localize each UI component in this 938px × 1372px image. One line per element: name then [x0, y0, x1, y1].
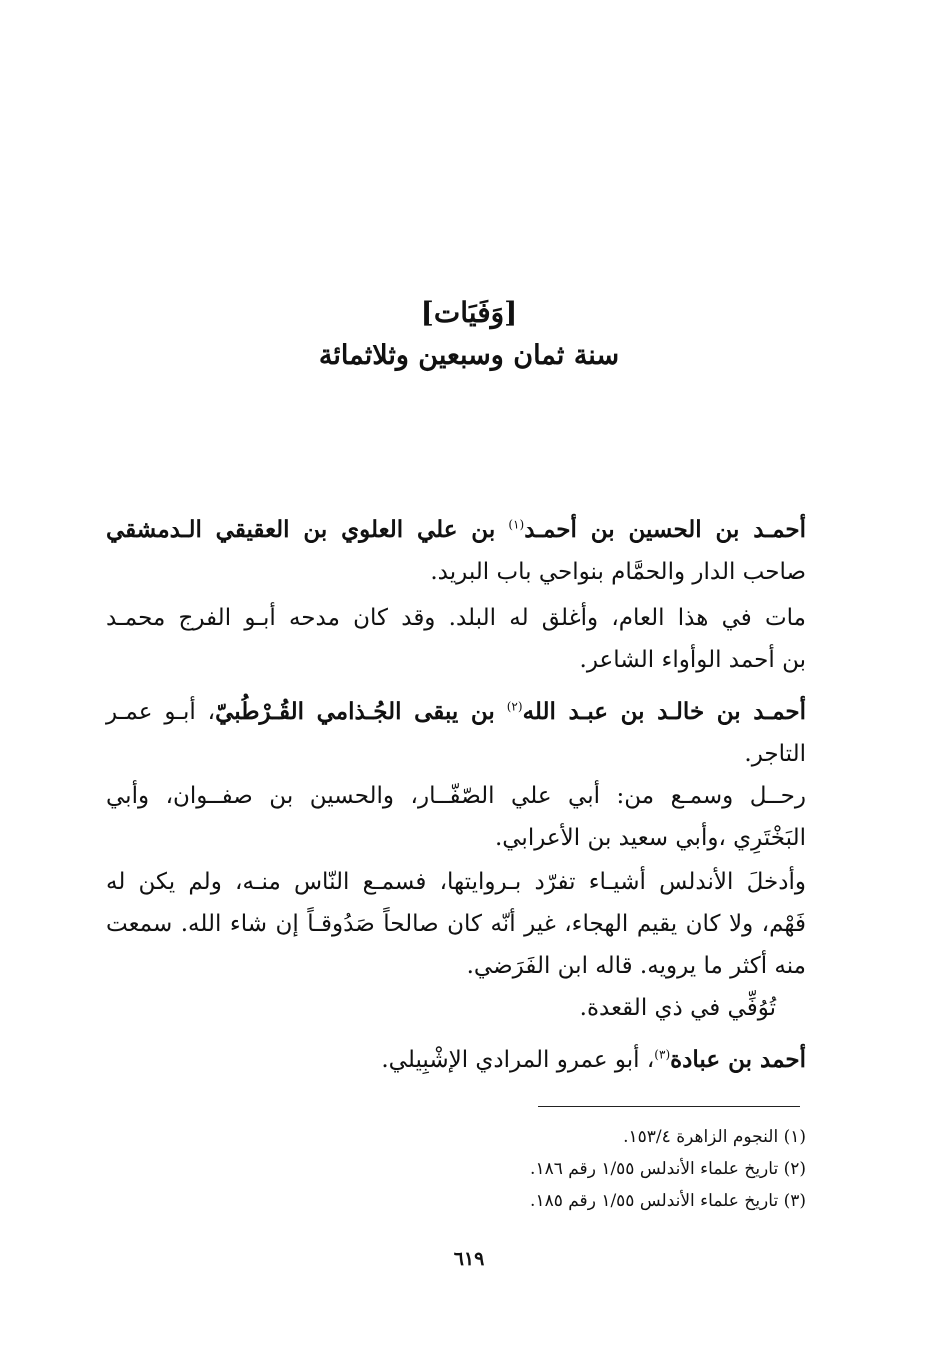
footnote-divider [538, 1106, 800, 1107]
footnote-2: (٢) تاريخ علماء الأندلس ١/٥٥ رقم ١٨٦. [530, 1159, 806, 1179]
entry-2-line-4: البَخْتَرِي ،وأبي سعيد بن الأعرابي. [494, 825, 806, 851]
footnote-ref-1: (١) [508, 517, 525, 532]
section-title: [وَفَيَات] [420, 296, 518, 329]
entry-2-text-1: ، أبـو عمـر [106, 699, 216, 725]
footnote-1: (١) النجوم الزاهرة ١٥٣/٤. [623, 1127, 806, 1147]
entry-2-name: أحمـد بن خالـد بن عبـد الله [522, 698, 807, 725]
entry-1-line-2: صاحب الدار والحمَّام بنواحي باب البريد. [430, 559, 806, 585]
entry-1-name: أحمـد بن الحسين بن أحمـد [524, 516, 806, 543]
page-number: ٦١٩ [453, 1248, 485, 1270]
footnote-ref-2: (٢) [506, 699, 523, 714]
entry-3-line-1 [106, 1040, 806, 1080]
entry-1-line-4: بن أحمد الوأواء الشاعر. [579, 647, 806, 673]
entry-1-line-1 [106, 510, 806, 550]
entry-2-line-8: تُوُفِّي في ذي القعدة. [579, 995, 776, 1021]
footnote-ref-3: (٣) [654, 1047, 671, 1062]
footnote-3: (٣) تاريخ علماء الأندلس ١/٥٥ رقم ١٨٥. [530, 1191, 806, 1211]
entry-2-line-5: وأدخلَ الأندلس أشيـاء تفرّد بـروايتها، فسمـع النّاس منـه، ولم يكن له [106, 869, 806, 895]
entry-1-text-1: بن علي العلوي بن العقيقي الـدمشقي [106, 516, 496, 543]
entry-1-line-3: مات في هذا العام، وأغلق له البلد. وقد كان مدحه أبـو الفرج محمـد [106, 605, 806, 631]
section-subtitle: سنة ثمان وسبعين وثلاثمائة [318, 340, 620, 371]
entry-2-line-2: التاجر. [744, 741, 806, 767]
entry-2-name-cont: بن يبقى الجُـذامي القُـرْطُبيّ [215, 698, 495, 725]
entry-2-line-1 [106, 692, 806, 732]
entry-3-name: أحمد بن عبادة [670, 1046, 806, 1073]
entry-2-line-7: منه أكثر ما يرويه. قاله ابن الفَرَضي. [466, 953, 806, 979]
entry-2-line-3: رحــل وسمـع من: أبي علي الصّفّــار، والحسين بن صفــوان، وأبي [106, 783, 806, 809]
entry-3-text-1: ، أبو عمرو المرادي الإشْبِيلي. [381, 1047, 655, 1073]
entry-2-line-6: فَهْم، ولا كان يقيم الهجاء، غير أنّه كان صالحاً صَدُوقـاً إن شاء الله. سمعت [106, 911, 806, 937]
